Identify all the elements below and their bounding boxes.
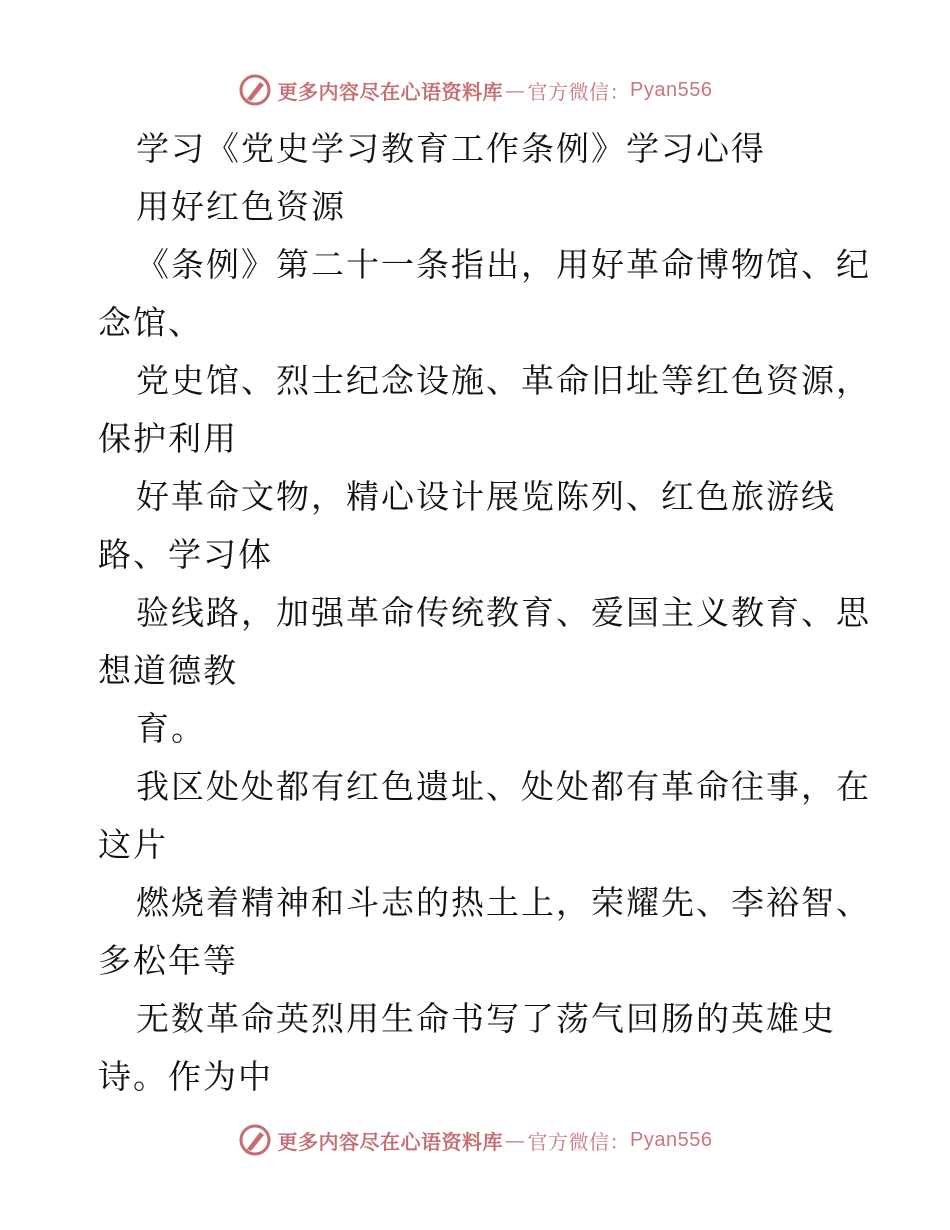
document-body bbox=[98, 120, 871, 1106]
text-line: 党史馆、烈士纪念设施、革命旧址等红色资源， bbox=[136, 361, 871, 400]
watermark-title: 更多内容尽在心语资料库 bbox=[277, 1129, 504, 1154]
text-line: 用好红色资源 bbox=[136, 187, 346, 226]
watermark-title: 更多内容尽在心语资料库 bbox=[277, 79, 504, 104]
text-line: 验线路，加强革命传统教育、爱国主义教育、思 bbox=[136, 593, 871, 632]
text-line: 无数革命英烈用生命书写了荡气回肠的英雄史 bbox=[136, 999, 836, 1038]
pen-logo-icon bbox=[238, 73, 272, 107]
text-line: 多松年等 bbox=[98, 941, 238, 980]
text-line: 学习《党史学习教育工作条例》学习心得 bbox=[136, 129, 766, 168]
footer-watermark bbox=[0, 1120, 950, 1160]
watermark-dash: — bbox=[505, 78, 526, 102]
text-line: 《条例》第二十一条指出，用好革命博物馆、纪 bbox=[136, 245, 871, 284]
watermark-wechat-id: Pyan556 bbox=[630, 1128, 713, 1151]
text-line: 这片 bbox=[98, 825, 168, 864]
text-line: 保护利用 bbox=[98, 419, 238, 458]
text-line: 燃烧着精神和斗志的热土上，荣耀先、李裕智、 bbox=[136, 883, 871, 922]
header-watermark bbox=[0, 70, 950, 110]
text-line: 育。 bbox=[136, 709, 206, 748]
text-line: 念馆、 bbox=[98, 303, 203, 342]
text-line: 我区处处都有红色遗址、处处都有革命往事，在 bbox=[136, 767, 871, 806]
watermark-wechat-id: Pyan556 bbox=[630, 78, 713, 101]
pen-logo-icon bbox=[238, 1123, 272, 1157]
watermark-dash: — bbox=[505, 1128, 526, 1152]
watermark-wechat-label: 官方微信： bbox=[527, 1129, 631, 1154]
text-line: 诗。作为中 bbox=[98, 1057, 273, 1096]
text-line: 好革命文物，精心设计展览陈列、红色旅游线 bbox=[136, 477, 836, 516]
text-line: 想道德教 bbox=[98, 651, 238, 690]
watermark-wechat-label: 官方微信： bbox=[527, 79, 631, 104]
text-line: 路、学习体 bbox=[98, 535, 273, 574]
